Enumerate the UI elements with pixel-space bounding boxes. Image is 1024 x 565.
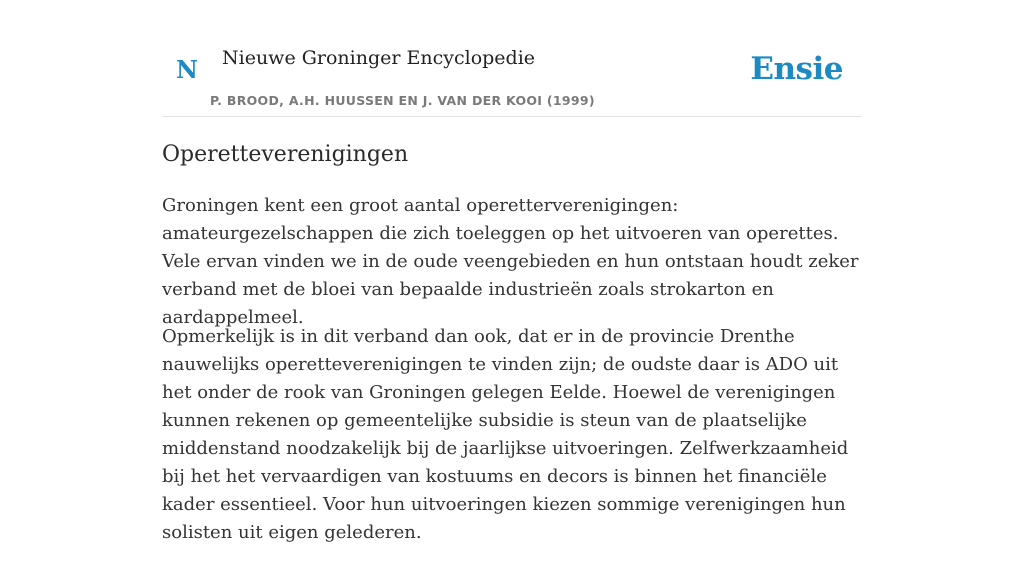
source-badge: N [176, 55, 198, 84]
source-title-link[interactable]: Nieuwe Groninger Encyclopedie [222, 47, 536, 69]
brand-logo-link[interactable]: Ensie [750, 51, 843, 87]
source-authors: P. BROOD, A.H. HUUSSEN EN J. VAN DER KOOI (1999) [210, 93, 595, 108]
paragraph-text: Opmerkelijk is in dit verband dan ook, dat er in de provincie Drenthe nauwelijks operetteverenigingen te vinden zijn; de oudste daar is ADO uit het onder de rook van Groningen gelegen Eelde. Hoewel de verenigingen kunnen rekenen op gemeentelijke subsidie is steun van de plaatselijke middenstand noodzakelijk bij de jaarlijkse uitvoeringen. Zelfwerkzaamheid bij het het vervaardigen van kostuums en decors is binnen het financiële kader essentieel. Voor hun uitvoeringen kiezen sommige verenigingen hun solisten uit eigen gelederen. [162, 326, 849, 543]
source-header [162, 0, 862, 117]
paragraph-text: Groningen kent een groot aantal operetterverenigingen: amateurgezelschappen die zich toeleggen op het uitvoeren van operettes. Vele ervan vinden we in de oude veengebieden en hun ontstaan houdt zeker verband met de bloei van bepaalde industrieën zoals strokarton en aardappelmeel. [162, 195, 859, 328]
article-body-paragraph-2 [162, 323, 866, 565]
article-title: Operetteverenigingen [162, 142, 409, 167]
